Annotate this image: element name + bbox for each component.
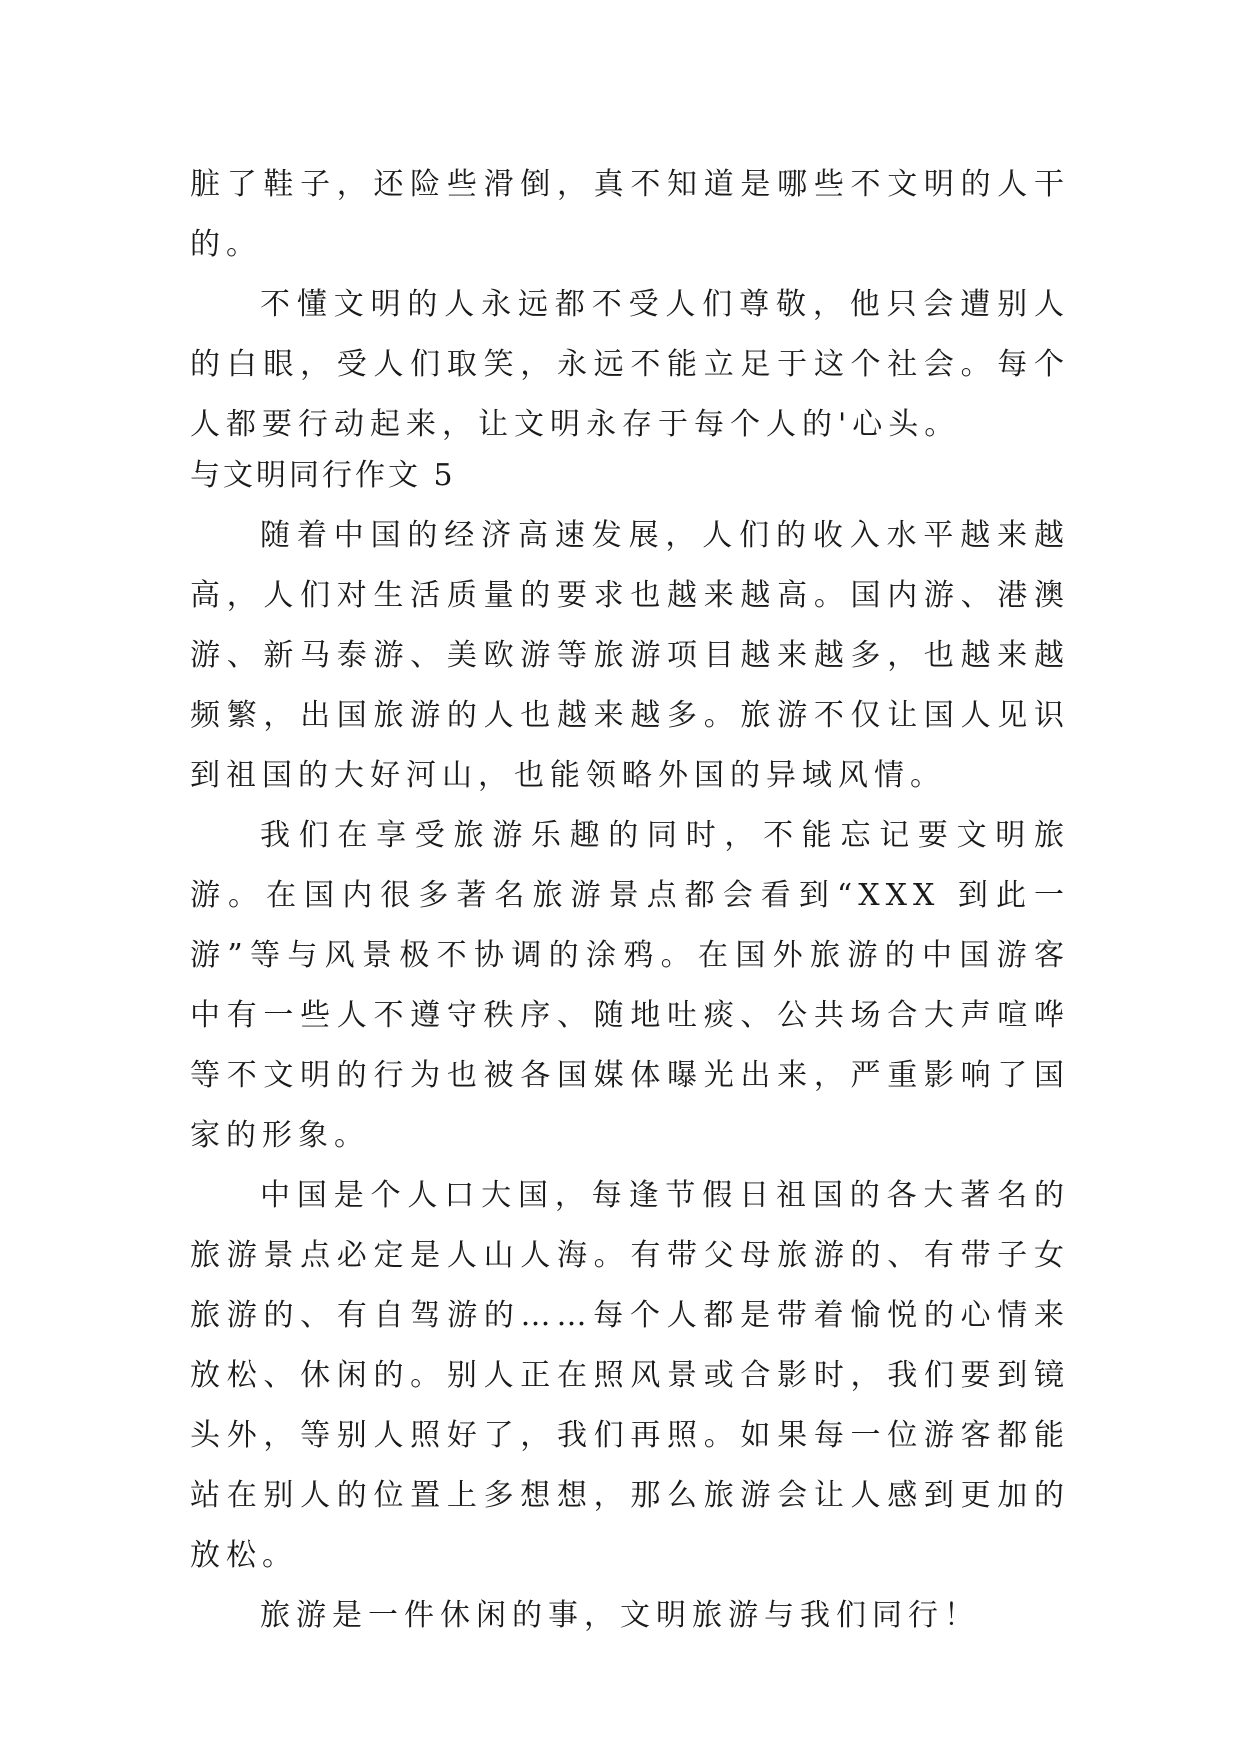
section-body	[190, 506, 1070, 1646]
section-title: 与文明同行作文 5	[190, 458, 456, 493]
previous-section-body	[190, 155, 1070, 455]
paragraph-continuation: 脏了鞋子，还险些滑倒，真不知道是哪些不文明的人干的。	[190, 167, 1070, 262]
paragraph: 旅游是一件休闲的事，文明旅游与我们同行！	[260, 1598, 980, 1633]
paragraph: 随着中国的经济高速发展，人们的收入水平越来越高，人们对生活质量的要求也越来越高。国内游、港澳游、新马泰游、美欧游等旅游项目越来越多，也越来越频繁，出国旅游的人也越来越多。旅游不仅让国人见识到祖国的大好河山，也能领略外国的异域风情。	[190, 518, 1070, 793]
paragraph: 不懂文明的人永远都不受人们尊敬，他只会遭别人的白眼，受人们取笑，永远不能立足于这个社会。每个人都要行动起来，让文明永存于每个人的'心头。	[190, 287, 1070, 442]
paragraph: 我们在享受旅游乐趣的同时，不能忘记要文明旅游。在国内很多著名旅游景点都会看到“XXX 到此一游”等与风景极不协调的涂鸦。在国外旅游的中国游客中有一些人不遵守秩序、随地吐痰、公共场合大声喧哗等不文明的行为也被各国媒体曝光出来，严重影响了国家的形象。	[190, 818, 1070, 1153]
paragraph: 中国是个人口大国，每逢节假日祖国的各大著名的旅游景点必定是人山人海。有带父母旅游的、有带子女旅游的、有自驾游的……每个人都是带着愉悦的心情来放松、休闲的。别人正在照风景或合影时，我们要到镜头外，等别人照好了，我们再照。如果每一位游客都能站在别人的位置上多想想，那么旅游会让人感到更加的放松。	[190, 1178, 1070, 1573]
